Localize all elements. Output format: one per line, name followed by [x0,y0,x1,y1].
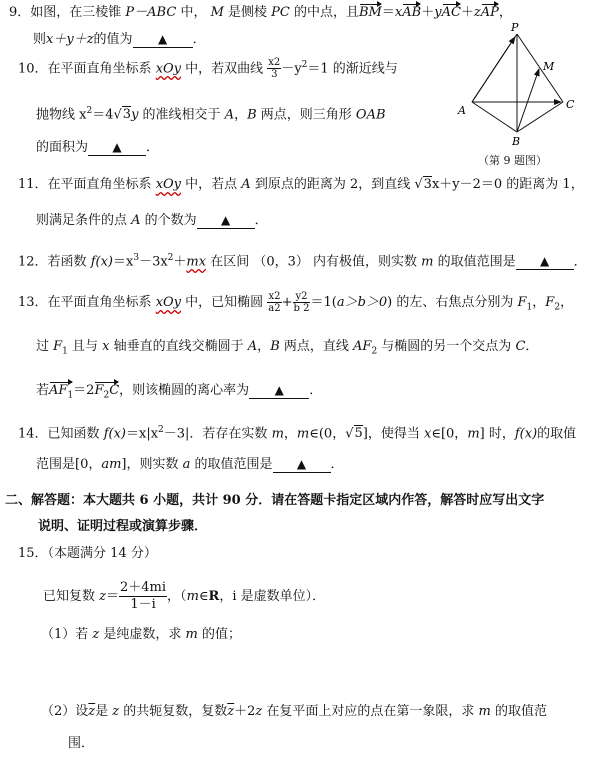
q10-text: 的准线相交于 [138,107,225,123]
q9-x: x [394,5,403,20]
q13-var: x [102,339,110,354]
q13-text: 若 [36,383,50,398]
q13-number: 13． [18,295,48,310]
section-heading [5,492,544,510]
q11-number: 11． [18,177,48,192]
q11-line2 [36,212,268,230]
q9-text: 如图，在三棱锥 [30,5,126,20]
q14-text: 的取值 [537,426,577,442]
q12-func: f(x) [90,254,113,270]
q15-real-set: R [208,589,220,604]
q14-func: f(x) [514,426,538,442]
label-m: M [543,60,555,73]
q13-var: F [545,295,555,310]
q15-text: 在复平面上对应的点在第一象限，求 [262,704,479,719]
q14-text: 已知函数 [47,426,104,442]
q14-text: ] 时， [479,426,515,442]
q10-text: ， [234,107,248,123]
q9-point-m: M [210,5,224,20]
q13-text: ， [257,339,271,354]
q13-text: ) 的左、右焦点分别为 [387,295,518,310]
q11-text: 则满足条件的点 [36,213,132,228]
arrow-bm [517,69,539,132]
q12-text: 的取值范围是 [433,254,516,270]
vector-label: AF [49,383,68,398]
q11-var: A [131,213,141,228]
q10-text: 中，若双曲线 [181,61,268,77]
q13-sub: 1 [62,346,68,357]
vector-f2c [94,382,119,405]
q10-line3 [36,139,159,157]
q11-text: 的个数为 [140,213,197,228]
figure-caption: （第 9 题图） [478,154,547,167]
q14-text: 范围是[0， [36,457,102,472]
blank-triangle: ▲ [112,140,122,154]
q15-var: z [112,704,120,719]
q9-plus: ＋ [421,5,435,20]
q13-text: ，则该椭圆的离心率为 [119,383,250,398]
q13-sub: 2 [371,346,378,357]
q13-var: A [247,339,258,354]
q13-line2 [36,338,538,361]
answer-blank [249,383,309,399]
q13-end: ． [525,339,539,354]
q14-text: 的取值范围是 [190,457,273,472]
q15-line1 [43,580,325,613]
q14-end: ． [330,457,344,472]
vector-ac: AC [441,5,461,20]
label-b: B [512,135,521,148]
q10-var: B [247,107,257,123]
q14-text: ∈[0， [431,426,468,442]
q14-var: m [467,426,480,442]
q14-text: ＝x|x [125,426,159,442]
q14-var: am [101,457,122,472]
q12-text: ＝x [112,254,134,270]
tetrahedron-figure [455,22,580,150]
q15-title: 15．（本题满分 14 分） [18,546,157,561]
q10-text: 在平面直角坐标系 [47,61,156,77]
q15-var: z [92,627,100,642]
sqrt-sign: √ [113,107,122,123]
q13-var: C [515,339,526,354]
q9-sum: x＋y＋z [46,32,94,47]
q9-z: z [473,5,481,20]
q11-text: 到原点的距离为 2，到直线 [250,177,415,192]
q13-text: ＝1( [310,295,337,310]
q13-text: 轴垂直的直线交椭圆于 [109,339,248,354]
q10-var: OAB [355,107,386,123]
q9-line2 [33,31,206,49]
q13-text: 中，已知椭圆 [181,295,268,310]
q15-text: ＋2 [234,704,256,719]
q13-text: 过 [36,339,54,354]
q15-text: ，i 是虚数单位）． [219,589,326,604]
q10-text: ＝4 [92,107,114,123]
fraction-numerator: x2 [268,57,281,69]
vector-label: C [109,383,120,398]
q15-text: 已知复数 [43,589,100,604]
q13-xoy: xOy [155,295,182,310]
answer-blank [516,254,574,270]
q14-line1 [18,421,576,443]
q10-exp: 2 [86,106,93,116]
q15-var: m [186,589,199,604]
q13-line1 [18,291,573,317]
q14-line2 [36,456,344,474]
section-heading-cont [38,518,207,536]
q11-text: 中，若点 [181,177,242,192]
q10-number: 10． [18,61,48,77]
q13-sub: 2 [554,302,561,313]
q14-text: ∈(0， [309,426,346,442]
q11-line1 [18,176,584,194]
q15-text: 是 [95,704,113,719]
q9-end: ， [498,5,512,20]
q14-number: 14． [18,426,48,442]
q12-text: 若函数 [47,254,91,270]
section-heading-line2: 说明、证明过程或演算步骤． [38,519,208,534]
sqrt-radicand: 5 [354,426,363,442]
q12-exp: 2 [167,253,174,263]
q13-var: B [270,339,280,354]
q15-part1 [41,626,241,644]
blank-triangle: ▲ [274,383,284,397]
fraction-numerator: 2＋4mi [120,580,167,595]
q13-text: 在平面直角坐标系 [47,295,156,310]
answer-blank [133,32,193,48]
q10-fraction [267,57,281,80]
q14-func: f(x) [103,426,126,442]
q12-var: m [421,254,434,270]
q14-text: －3|．若存在实数 [163,426,272,442]
q11-end: ． [254,213,268,228]
q15-text: 围． [68,736,95,751]
q13-line3 [36,382,322,405]
vector-bm: BM [359,5,382,20]
fraction-denominator: 1－i [130,597,156,612]
q13-text: 与椭圆的另一个交点为 [377,339,516,354]
q13-fraction-x [267,291,281,314]
q15-conj: $\overline{z}$ [227,704,235,719]
q11-var: A [241,177,251,192]
q13-sub: 1 [67,390,74,401]
vector-ab: AB [402,5,422,20]
q9-number: 9． [9,5,31,20]
q13-text: 且与 [67,339,103,354]
q9-edge-pc: PC [271,5,290,20]
q15-header [18,545,157,563]
q14-var: x [424,426,432,442]
q13-sub: 2 [103,390,110,401]
q10-end: ． [146,140,160,155]
q14-var: a [182,457,191,472]
q9-y: y [434,5,442,20]
q14-var: m [271,426,284,442]
q15-var: z [99,589,106,604]
vector-ap: AP [480,5,499,20]
q9-tetrahedron: P－ABC [125,5,177,20]
q15-text: ∈ [198,589,209,604]
q10-text: －y [281,61,302,77]
q15-text: （2）设 [41,704,89,719]
arrow-ap [472,37,515,102]
q13-fraction-y [293,291,311,314]
q15-text: 的值； [197,627,241,642]
vector-af1 [49,382,73,405]
q15-text: 是纯虚数，求 [99,627,186,642]
q11-xoy: xOy [155,177,182,192]
q10-xoy: xOy [155,61,182,77]
q10-text: 的面积为 [36,140,89,155]
fraction-denominator: b 2 [293,303,310,314]
q15-part2 [41,703,547,721]
vector-label: F [94,383,104,398]
q10-var: A [224,107,235,123]
q13-cond: a＞b＞0 [336,295,388,310]
fraction-numerator: y2 [293,291,311,303]
q14-text: ]，使得当 [362,426,424,442]
q13-text: ， [560,295,574,310]
q15-fraction [119,580,167,613]
fraction-denominator: 3 [271,69,278,81]
blank-triangle: ▲ [540,254,550,269]
q13-text: 两点，直线 [279,339,354,354]
q13-sub: 1 [526,302,533,313]
q9-eq: ＝ [381,5,395,20]
q9-line1 [9,4,512,22]
q13-end: ． [309,383,323,398]
q15-text: 的取值范 [490,704,548,719]
blank-triangle: ▲ [221,213,231,227]
fraction-denominator: a2 [268,303,281,314]
q9-end: ． [192,32,206,47]
q12-line1 [18,249,587,271]
q10-line1 [18,56,398,80]
q13-var: F [517,295,527,310]
q12-text: －3x [139,254,168,270]
label-c: C [566,98,575,111]
q9-text: 的值为 [93,32,133,47]
label-p: P [511,22,519,34]
q12-number: 12． [18,254,48,270]
blank-triangle: ▲ [296,457,307,471]
q12-end: ． [573,254,587,270]
q15-conj: $\overline{z}$ [88,704,96,719]
edge-bc [517,102,563,132]
sqrt-sign: √ [414,177,423,192]
q15-var: z [255,704,263,719]
q9-text: 的中点，且 [289,5,359,20]
q10-var: y [131,107,139,123]
q12-text: 在区间 （0，3） 内有极值，则实数 [206,254,422,270]
section-heading-line1: 二、解答题：本大题共 6 小题，共计 90 分．请在答题卡指定区域内作答，解答时应写出文字 [5,493,545,508]
q15-text: ＝ [106,589,120,604]
q9-plus: ＋ [460,5,474,20]
q10-text: ＝1 的渐近线与 [307,61,398,77]
q10-text: 抛物线 x [36,107,87,123]
sqrt-radicand: 3 [122,107,132,123]
answer-blank [197,213,255,229]
q15-text: 的共轭复数，复数 [119,704,228,719]
q12-mx: mx [186,254,207,270]
q13-var: AF [353,339,372,354]
q15-text: （1）若 [41,627,93,642]
q13-text: ＝2 [73,383,95,398]
q14-text: ， [283,426,297,442]
q13-text: ， [532,295,546,310]
sqrt-radicand: 3 [423,177,432,192]
q12-text: ＋ [173,254,187,270]
q15-var: m [185,627,198,642]
q14-text: ]，则实数 [121,457,183,472]
edge-pc [517,34,563,102]
edge-ab [472,102,517,132]
label-a: A [458,104,466,117]
q13-plus: + [281,295,293,310]
q9-text: 是侧棱 [223,5,272,20]
q11-text: 在平面直角坐标系 [47,177,156,192]
answer-blank [273,457,331,473]
q14-exp: 2 [158,425,164,435]
sqrt-sign: √ [345,426,354,442]
q15-var: m [478,704,491,719]
answer-blank [88,140,146,156]
q10-line2 [36,102,386,124]
fraction-numerator: x2 [268,291,281,302]
q13-var: F [53,339,63,354]
q15-part2-cont [68,735,94,753]
q9-text: 则 [33,32,47,47]
q11-text: x＋y－2＝0 的距离为 1， [431,177,584,192]
q10-exp: 2 [301,60,308,70]
q9-text: 中， [176,5,211,20]
q14-var: m [296,426,310,442]
q15-text: ，（ [167,589,187,604]
q10-text: 两点，则三角形 [256,107,356,123]
blank-triangle: ▲ [157,32,168,46]
q12-exp: 3 [133,253,140,263]
